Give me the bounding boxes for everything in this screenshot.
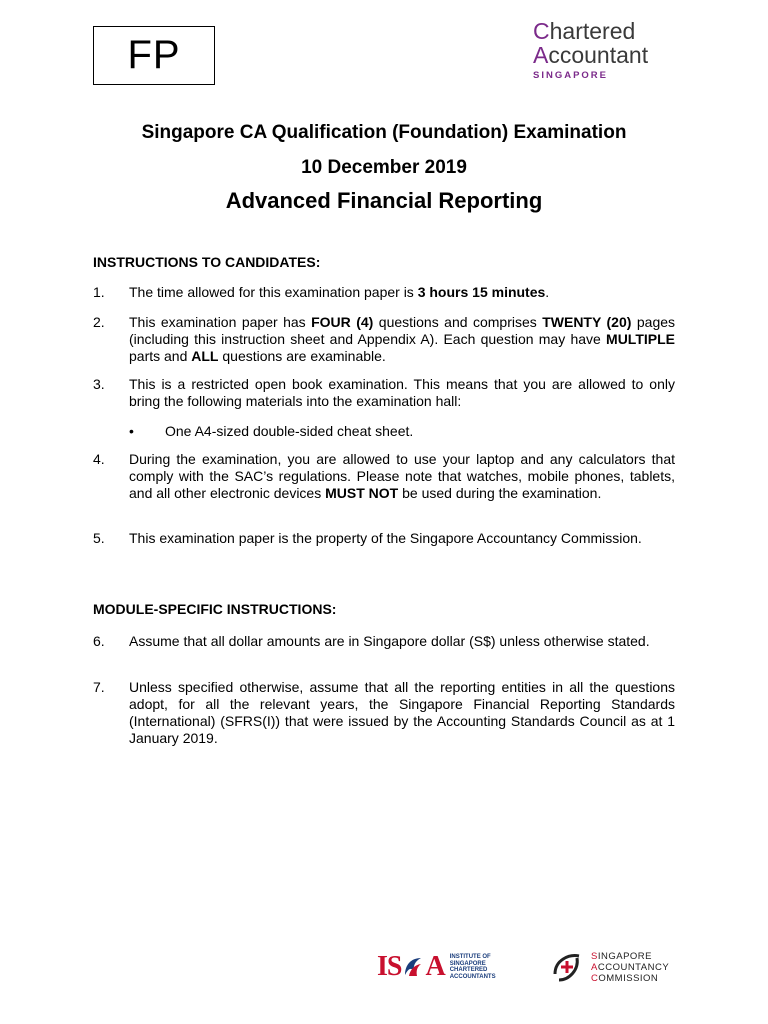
item-number: 5. <box>93 530 105 546</box>
module-item <box>93 679 675 747</box>
sac-line-3: COMMISSION <box>591 972 659 984</box>
sac-line-1: SINGAPORE <box>591 950 652 962</box>
logo-line-2: Accountant <box>533 42 649 68</box>
item-text: This examination paper has FOUR (4) questions and comprises TWENTY (20) pages (including this instruction sheet and Appendix A). Each question may have MULTIPLE parts and ALL questions are examinable. <box>129 314 676 364</box>
bullet-item <box>129 423 413 439</box>
isca-subtext-line: INSTITUTE OF <box>449 954 491 960</box>
item-number: 7. <box>93 679 105 695</box>
item-number: 3. <box>93 376 105 392</box>
item-number: 2. <box>93 314 105 330</box>
item-text: During the examination, you are allowed to use your laptop and any calculators that comply with the SAC’s regulations. Please note that watches, mobile phones, tablets, and all other electronic devices MUST NOT be used during the examination. <box>129 451 675 501</box>
instruction-item <box>93 530 675 547</box>
isca-logo-subtext <box>450 954 496 980</box>
item-text: Assume that all dollar amounts are in Singapore dollar (S$) unless otherwise stated. <box>129 633 650 649</box>
sac-logo <box>551 950 669 984</box>
item-number: 1. <box>93 284 105 300</box>
item-number: 4. <box>93 451 105 467</box>
bullet-text: One A4-sized double-sided cheat sheet. <box>165 423 414 439</box>
subject-title: Advanced Financial Reporting <box>225 188 543 213</box>
isca-subtext-line: ACCOUNTANTS <box>449 973 496 980</box>
module-heading: MODULE-SPECIFIC INSTRUCTIONS: <box>93 601 337 617</box>
item-text: Unless specified otherwise, assume that all the reporting entities in all the questions adopt, for all the relevant years, the Singapore Financial Reporting Standards (International) (SFRS(I)) that were issued by the Accounting Standards Council as at 1 January 2019. <box>129 679 675 746</box>
logo-line-1: Chartered <box>533 18 636 44</box>
isca-wave-icon <box>402 955 424 979</box>
instruction-item <box>93 284 675 301</box>
item-number: 6. <box>93 633 105 649</box>
chartered-accountant-logo <box>533 20 648 81</box>
module-item <box>93 633 675 650</box>
exam-date: 10 December 2019 <box>301 157 467 178</box>
instruction-item <box>93 314 675 365</box>
logo-line-3: SINGAPORE <box>533 70 609 81</box>
paper-code: FP <box>127 33 181 77</box>
instruction-item <box>93 451 675 502</box>
item-text: This is a restricted open book examination. This means that you are allowed to only bring the following materials into the examination hall: <box>129 376 675 409</box>
instruction-item <box>93 376 675 410</box>
isca-subtext-line: CHARTERED <box>449 967 488 973</box>
bullet-dot: • <box>129 423 134 439</box>
isca-logo <box>377 951 496 983</box>
isca-logo-text-1: IS <box>377 951 402 982</box>
isca-logo-text-2: A <box>425 951 445 982</box>
instructions-heading: INSTRUCTIONS TO CANDIDATES: <box>93 254 321 270</box>
sac-logo-text <box>591 951 669 984</box>
paper-code-box <box>93 26 215 85</box>
exam-title: Singapore CA Qualification (Foundation) Examination <box>141 122 627 143</box>
sac-emblem-icon <box>551 950 583 984</box>
item-text: The time allowed for this examination paper is 3 hours 15 minutes. <box>129 284 550 300</box>
sac-line-2: ACCOUNTANCY <box>591 961 670 973</box>
item-text: This examination paper is the property of the Singapore Accountancy Commission. <box>129 530 642 546</box>
isca-subtext-line: SINGAPORE <box>449 960 486 967</box>
